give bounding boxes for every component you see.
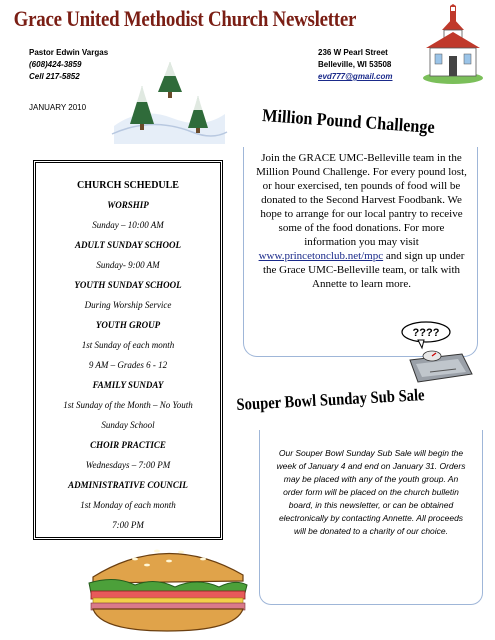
contact-right bbox=[318, 47, 393, 83]
schedule-value-adult-sunday-school: Sunday- 9:00 AM bbox=[96, 260, 160, 270]
schedule-value-youth-group: 1st Sunday of each month bbox=[81, 340, 175, 350]
phone-number: (608)424-3859 bbox=[29, 60, 82, 69]
schedule-heading-adult-sunday-school: ADULT SUNDAY SCHOOL bbox=[74, 240, 181, 250]
schedule-value-choir-practice: Wednesdays – 7:00 PM bbox=[85, 460, 171, 470]
souper-bowl-title: Souper Bowl Sunday Sub Sale bbox=[236, 385, 425, 414]
issue-date: JANUARY 2010 bbox=[29, 103, 87, 112]
street-address: 236 W Pearl Street bbox=[318, 48, 388, 57]
schedule-title: CHURCH SCHEDULE bbox=[77, 180, 179, 191]
million-pound-challenge-text bbox=[254, 151, 469, 291]
newsletter-title: Grace United Methodist Church Newsletter bbox=[13, 6, 357, 31]
schedule-value-worship: Sunday – 10:00 AM bbox=[92, 220, 164, 230]
scale-question-marks: ???? bbox=[412, 327, 440, 339]
mpc-text-before: Join the GRACE UMC-Belleville team in the Million Pound Challenge. For every pound lost, or hour exercised, ten pounds of food will be donated to the Second Harvest Foodbank. We hope to arrange for our local pantry to receive some of the food donations. For more information you may visit bbox=[256, 152, 467, 248]
mpc-text-after: and sign up under the Grace UMC-Belleville team, or talk with Annette to learn more. bbox=[262, 250, 465, 290]
contact-left bbox=[29, 47, 108, 83]
church-icon bbox=[420, 4, 486, 84]
scale-icon bbox=[400, 320, 480, 390]
email-link[interactable]: evd777@gmail.com bbox=[318, 72, 393, 81]
schedule-value-administrative-council: 1st Monday of each month bbox=[80, 500, 176, 510]
cell-number: Cell 217-5852 bbox=[29, 72, 80, 81]
schedule-heading-family-sunday: FAMILY SUNDAY bbox=[92, 380, 164, 390]
souper-bowl-text: Our Souper Bowl Sunday Sub Sale will begin the week of January 4 and end on January 31. Orders may be placed with any of the youth group. An order form will be placed on the church bulletin board, in this newsletter, or can be obtained electronically by contacting Annette. All proceeds will be donated to a charity of our choice. bbox=[276, 448, 466, 536]
schedule-value2-youth-group: 9 AM – Grades 6 - 12 bbox=[88, 360, 168, 370]
pastor-name: Pastor Edwin Vargas bbox=[29, 48, 109, 57]
schedule-heading-administrative-council: ADMINISTRATIVE COUNCIL bbox=[68, 480, 188, 490]
schedule-value-family-sunday: 1st Sunday of the Month – No Youth bbox=[63, 400, 193, 410]
snowy-trees-icon bbox=[112, 56, 227, 144]
schedule-heading-worship: WORSHIP bbox=[107, 200, 149, 210]
schedule-value2-administrative-council: 7:00 PM bbox=[112, 520, 144, 530]
city-address: Belleville, WI 53508 bbox=[318, 60, 392, 69]
schedule-heading-choir-practice: CHOIR PRACTICE bbox=[90, 440, 166, 450]
million-pound-challenge-title: Million Pound Challenge bbox=[261, 105, 436, 138]
princeton-club-link[interactable]: www.princetonclub.net/mpc bbox=[258, 250, 384, 262]
church-schedule-box bbox=[33, 160, 223, 540]
schedule-value-youth-sunday-school: During Worship Service bbox=[84, 300, 172, 310]
schedule-heading-youth-sunday-school: YOUTH SUNDAY SCHOOL bbox=[74, 280, 182, 290]
sandwich-icon bbox=[85, 535, 250, 635]
schedule-value2-family-sunday: Sunday School bbox=[101, 420, 155, 430]
schedule-heading-youth-group: YOUTH GROUP bbox=[95, 320, 161, 330]
